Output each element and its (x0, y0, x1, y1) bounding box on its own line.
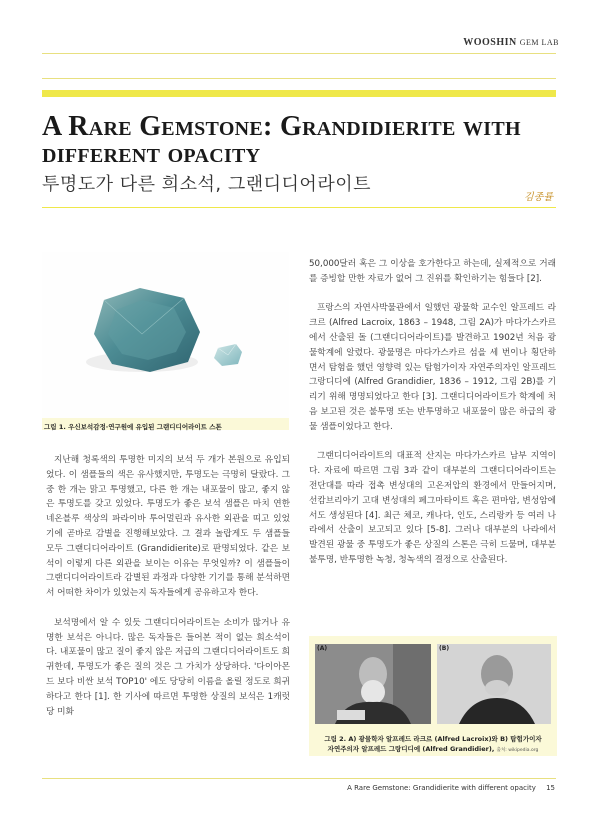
title-rule (42, 207, 556, 208)
portrait-lacroix (315, 644, 431, 724)
figure-2-caption-line1: 그림 2. A) 광물학자 알프레드 라크르 (Alfred Lacroix)와 B) 탐험가이자 (324, 735, 542, 743)
header-rule-bar (42, 90, 556, 97)
figure-2-label-b: (B) (439, 645, 450, 652)
figure-1-caption: 그림 1. 우신보석감정·연구원에 유입된 그랜디디어라이트 스톤 (44, 423, 222, 431)
portrait-grandidier (437, 644, 551, 724)
header-rule-top (42, 53, 556, 54)
paragraph: 프랑스의 자연사박물관에서 일했던 광물학 교수인 알프레드 라크르 (Alfred Lacroix, 1863 – 1948, 그림 2A)가 마다가스카르에서 산출된 돌 (그랜디디어라이트)를 발견하고 1902년 처음 광물학계에 알렸다. 광물명은 마다가스카르 섬을 세 번이나 횡단하면서 탐험을 했던 영향력 있는 탐험가이자 자연주의자인 알프레드 그랑디디에 (Alfred Grandidier, 1836 – 1912, 그림 2B)를 기리기 위해 명명되었다고 한다 [3]. 그랜디디어라이트가 학계에 처음 보고된 것은 불투명 또는 반투명하고 내포물이 많은 하급의 광물 샘플이었다고 한다. (309, 303, 556, 432)
article-title: A Rare Gemstone: Grandidierite with different opacity (42, 111, 521, 169)
figure-2-label-a: (A) (317, 645, 328, 652)
figure-2-caption (309, 734, 557, 756)
footer-title: A Rare Gemstone: Grandidierite with different opacity (347, 784, 536, 792)
brand-sub: GEM LAB (519, 38, 559, 47)
paragraph: 그랜디디어라이트의 대표적 산지는 마다가스카르 남부 지역이다. 자료에 따르면 그림 3과 같이 대부분의 그랜디디어라이트는 전단대를 따라 접촉 변성대의 고온저압의 환경에서 만들어지며, 선캄브리아기 고대 변성대의 페그마타이트 혹은 편마암, 변성암에서도 생성된다 [4]. 최근 체코, 캐나다, 인도, 스리랑카 등 여러 나라에서 산출이 보고되고 있다 [5-8]. 그러나 대부분의 나라에서 발견된 광물 중 투명도가 좋은 상질의 스톤은 극히 드물며, 대부분 불투명, 반투명한 녹청, 청녹색의 결정으로 산출된다. (309, 451, 556, 565)
figure-1 (42, 252, 289, 430)
author-name: 김종률 (524, 192, 553, 203)
figure-2-credit: 출처: wikipedia.org (496, 748, 539, 753)
brand-main: WOOSHIN (463, 37, 517, 48)
header-rule-mid (42, 78, 556, 79)
page-footer (347, 784, 555, 792)
paragraph: 50,000달러 혹은 그 이상을 호가한다고 하는데, 실제적으로 거래를 증빙할 만한 자료가 없어 그 진위를 확인하기는 힘들다 [2]. (309, 259, 556, 284)
article-title-korean: 투명도가 다른 희소석, 그랜디디어라이트 (42, 174, 371, 195)
lacroix-photo-image (315, 644, 431, 724)
paragraph: 보석명에서 알 수 있듯 그랜디디어라이트는 소비가 많거나 유명한 보석은 아니다. 많은 독자들은 들어본 적이 없는 희소석이다. 내포물이 많고 질이 좋지 않은 저급의 그랜디디어라이트도 희귀한데, 투명도가 좋은 질의 것은 그 가치가 상당하다. '다이아몬드 보다 비싼 보석 TOP10' 에도 당당히 이름을 올릴 정도로 희귀하다고 한다 [1]. 한 기사에 따르면 투명한 상질의 보석은 1캐럿당 미화 (46, 617, 290, 717)
paragraph: 지난해 청록색의 투명한 미지의 보석 두 개가 본원으로 유입되었다. 이 샘플들의 색은 유사했지만, 투명도는 극명히 달랐다. 그 중 한 개는 맑고 투명했고, 다른 한 개는 내포물이 많고, 좋지 않은 투명도를 갖고 있었다. 투명도가 좋은 보석 샘플은 마치 연한 네온블루 색상의 파라이바 투어멀린과 유사한 외관을 띠고 있었기에 곧바로 감별을 진행해보았다. 그 결과 놀랍게도 두 샘플들 모두 그랜디디어라이트 (Grandidierite)로 판명되었다. 같은 보석이 이렇게 다른 외관을 보이는 이유는 무엇일까? 이 샘플들이 그랜디디어라이트라 감별된 과정과 다양한 기기를 통해 분석하면서 어떠한 차이가 있었는지 독자들에게 공유하고자 한다. (46, 455, 290, 599)
right-column (309, 257, 556, 583)
header-brand (463, 37, 559, 48)
figure-2-caption-line2: 자연주의자 알프레드 그랑디디에 (Alfred Grandidier), (327, 745, 495, 753)
page-number: 15 (546, 784, 555, 792)
grandidier-photo-image (437, 644, 551, 724)
grandidierite-stones-image (42, 252, 289, 418)
footer-rule (42, 778, 556, 779)
left-column (46, 453, 290, 734)
figure-1-photo (42, 252, 289, 418)
